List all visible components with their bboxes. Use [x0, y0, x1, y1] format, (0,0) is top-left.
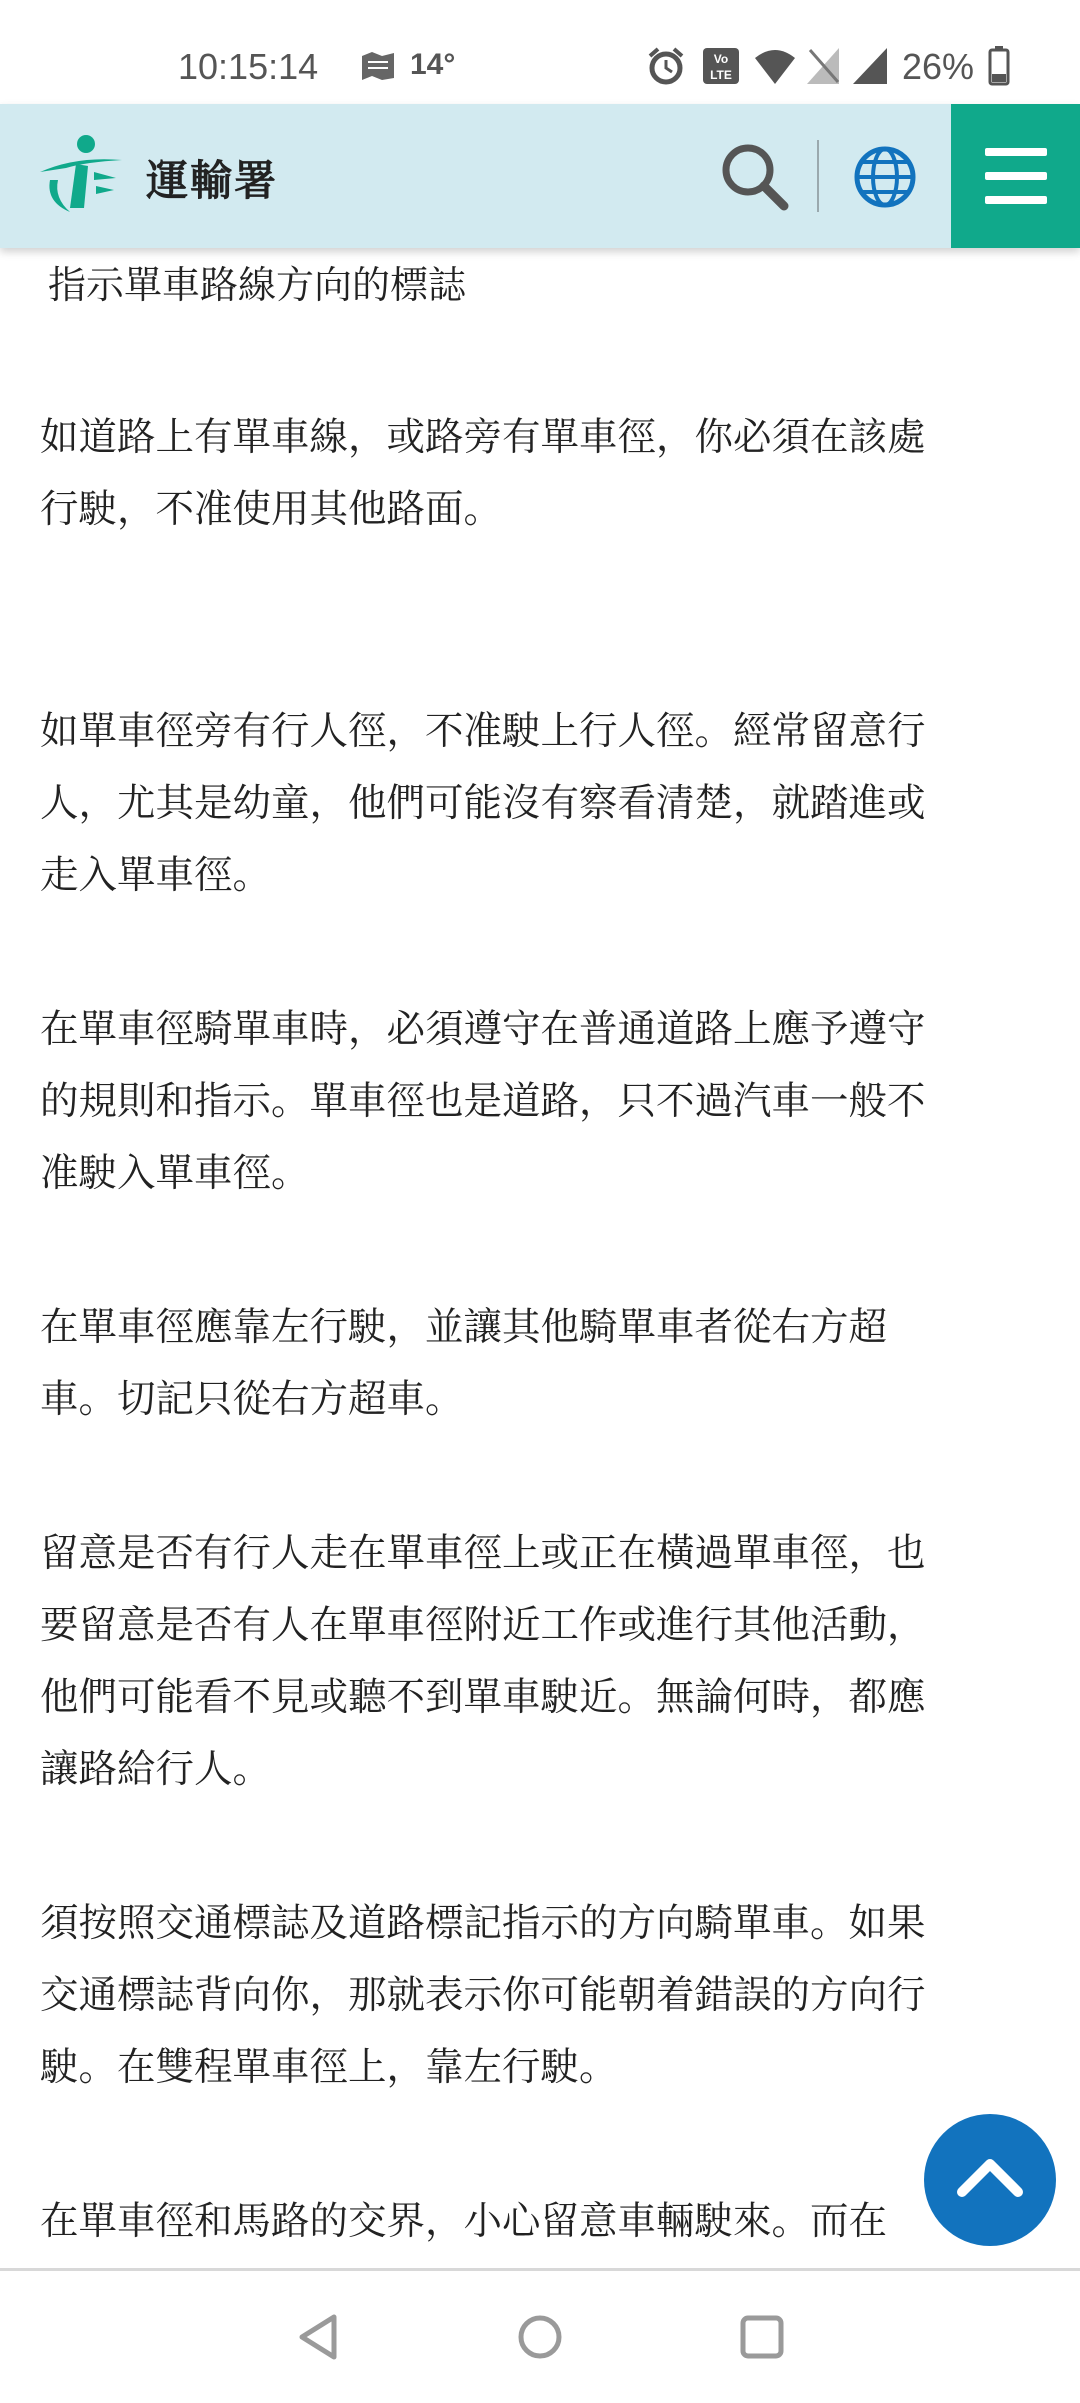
signal-icon: [852, 46, 888, 86]
hamburger-menu-button[interactable]: [951, 104, 1080, 248]
paragraph-line: 如單車徑旁有行人徑，不准駛上行人徑。經常留意行: [40, 709, 926, 754]
svg-text:Vo: Vo: [713, 52, 729, 66]
paragraph-line: 須按照交通標誌及道路標記指示的方向騎單車。如果: [40, 1901, 926, 1946]
paragraph-line: 准駛入單車徑。: [40, 1151, 310, 1196]
globe-icon[interactable]: [852, 144, 918, 210]
wifi-icon: [754, 46, 796, 86]
search-icon[interactable]: [718, 140, 790, 212]
section-title: 指示單車路線方向的標誌: [48, 263, 467, 307]
back-triangle-icon[interactable]: [290, 2309, 346, 2365]
paragraph-1: [40, 402, 1044, 546]
paragraph-line: 交通標誌背向你，那就表示你可能朝着錯誤的方向行: [40, 1973, 926, 2018]
paragraph-line: 的規則和指示。單車徑也是道路，只不過汽車一般不: [40, 1079, 926, 1124]
site-title[interactable]: 運輸署: [146, 156, 279, 205]
system-navigation-bar: [0, 2268, 1080, 2403]
paragraph-line: 在單車徑應靠左行駛，並讓其他騎單車者從右方超: [40, 1305, 888, 1350]
volte-icon: [702, 46, 740, 86]
article-content: [0, 248, 1080, 2268]
paragraph-2: [40, 696, 1044, 912]
menu-bar-1: [985, 148, 1047, 156]
paragraph-line: 如道路上有單車線，或路旁有單車徑，你必須在該處: [40, 415, 926, 460]
alarm-icon: [646, 46, 686, 86]
menu-bar-3: [985, 196, 1047, 204]
chevron-up-icon: [924, 2114, 1056, 2246]
status-time: 10:15:14: [178, 46, 319, 87]
paragraph-line: 要留意是否有人在單車徑附近工作或進行其他活動，: [40, 1603, 926, 1648]
svg-text:LTE: LTE: [710, 68, 732, 82]
site-header: [0, 104, 1080, 248]
paragraph-5: [40, 1518, 1044, 1806]
paragraph-3: [40, 994, 1044, 1210]
home-circle-icon[interactable]: [512, 2309, 568, 2365]
status-bar: [0, 0, 1080, 104]
paragraph-line: 走入單車徑。: [40, 853, 272, 898]
paragraph-4: [40, 1292, 1044, 1436]
battery-percentage: 26%: [902, 46, 975, 87]
paragraph-line: 留意是否有行人走在單車徑上或正在橫過單車徑，也: [40, 1531, 926, 1576]
td-logo-icon[interactable]: [36, 132, 128, 218]
recents-square-icon[interactable]: [734, 2309, 790, 2365]
status-temperature: 14°: [410, 48, 456, 81]
header-divider: [817, 140, 819, 212]
battery-icon: [988, 46, 1010, 86]
paragraph-line: 人，尤其是幼童，他們可能沒有察看清楚，就踏進或: [40, 781, 926, 826]
menu-bar-2: [985, 172, 1047, 180]
no-sim-icon: [806, 46, 840, 86]
paragraph-line: 車。切記只從右方超車。: [40, 1377, 464, 1422]
paragraph-line: 行駛，不准使用其他路面。: [40, 487, 503, 532]
paragraph-line: 讓路給行人。: [40, 1747, 272, 1792]
cloud-icon: [360, 50, 396, 82]
scroll-to-top-button[interactable]: [924, 2114, 1056, 2246]
paragraph-6: [40, 1888, 1044, 2104]
paragraph-line: 在單車徑和馬路的交界，小心留意車輛駛來。而在: [40, 2199, 888, 2244]
paragraph-line: 駛。在雙程單車徑上，靠左行駛。: [40, 2045, 618, 2090]
paragraph-line: 他們可能看不見或聽不到單車駛近。無論何時，都應: [40, 1675, 926, 1720]
paragraph-line: 在單車徑騎單車時，必須遵守在普通道路上應予遵守: [40, 1007, 926, 1052]
